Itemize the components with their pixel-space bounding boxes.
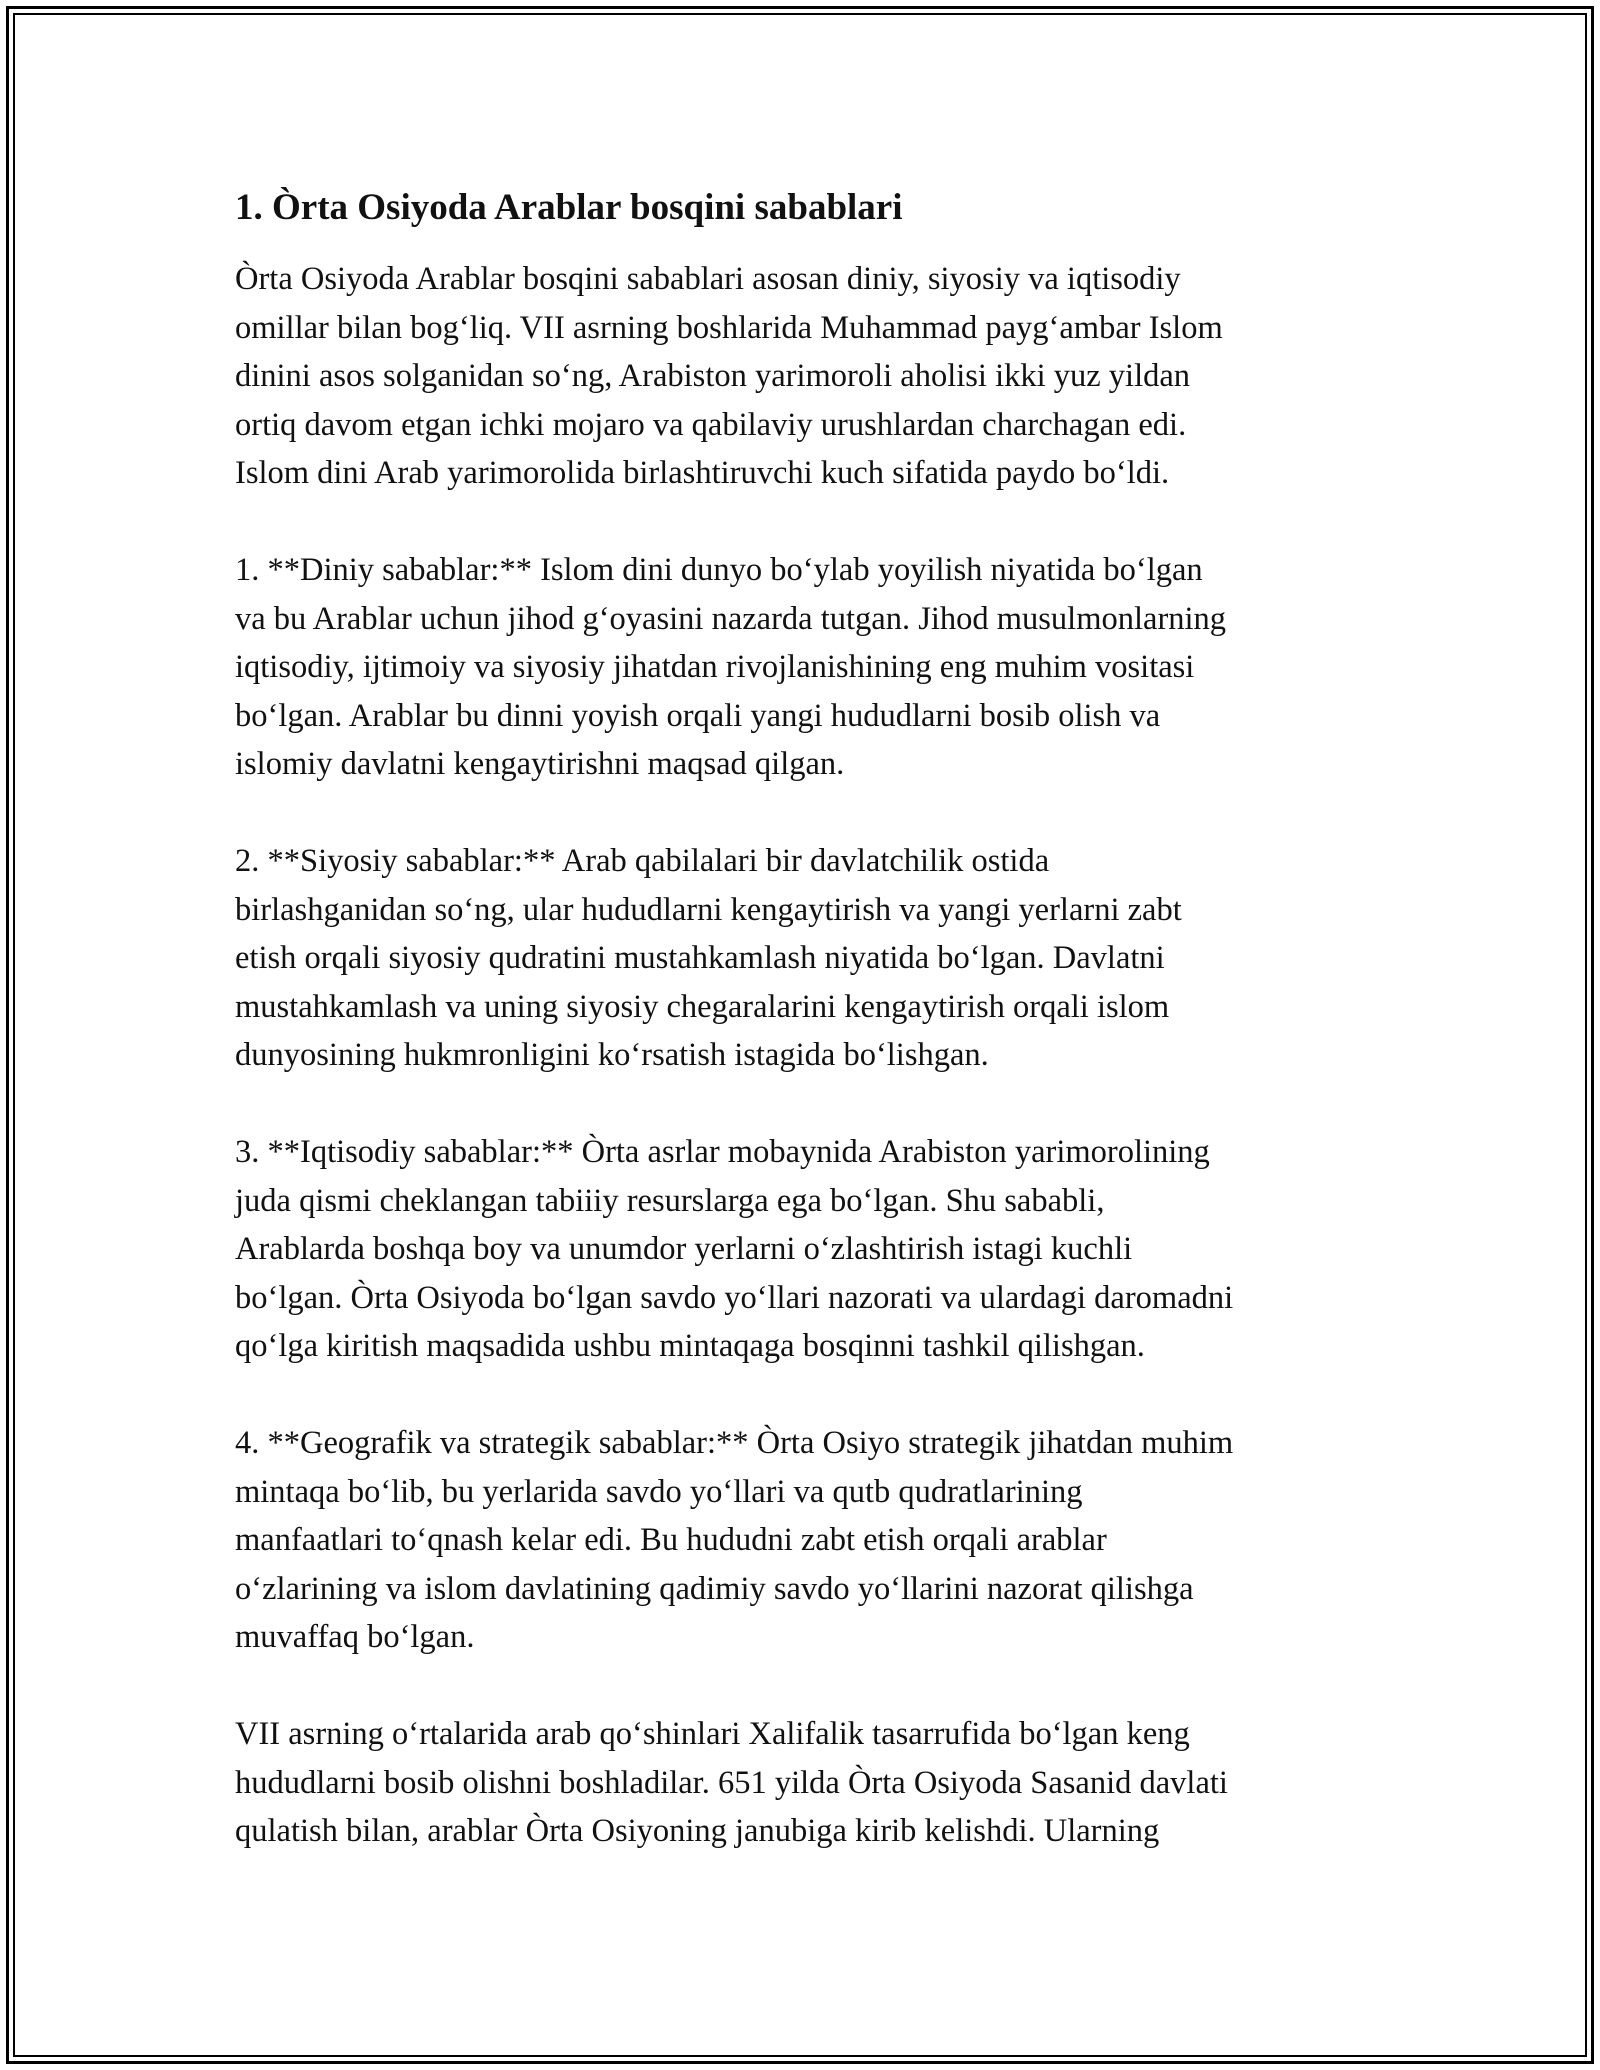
paragraph-religious-reasons: 1. **Diniy sabablar:** Islom dini dunyo bo‘ylab yoyilish niyatida bo‘lgan va bu Arablar uchun jihod g‘oyasini nazarda tutgan. Jihod musulmonlarning iqtisodiy, ijtimoiy va siyosiy jihatdan rivojlanishining eng muhim vositasi bo‘lgan. Arablar bu dinni yoyish orqali yangi hududlarni bosib olish va islomiy davlatni kengaytirishni maqsad qilgan. [235, 552, 1227, 782]
paragraph-geographic-reasons: 4. **Geografik va strategik sabablar:** Òrta Osiyo strategik jihatdan muhim mintaqa bo‘lib, bu yerlarida savdo yo‘llari va qutb qudratlarining manfaatlari to‘qnash kelar edi. Bu hududni zabt etish orqali arablar o‘zlarining va islom davlatining qadimiy savdo yo‘llarini nazorat qilishga muvaffaq bo‘lgan. [235, 1425, 1234, 1655]
paragraph-intro: Òrta Osiyoda Arablar bosqini sabablari asosan diniy, siyosiy va iqtisodiy omillar bilan bog‘liq. VII asrning boshlarida Muhammad payg‘ambar Islom dinini asos solganidan so‘ng, Arabiston yarimoroli aholisi ikki yuz yildan ortiq davom etgan ichki mojaro va qabilaviy urushlardan charchagan edi. Islom dini Arab yarimorolida birlashtiruvchi kuch sifatida paydo bo‘ldi. [235, 261, 1223, 491]
section-heading: 1. Òrta Osiyoda Arablar bosqini sabablari [235, 187, 903, 228]
paragraph-political-reasons: 2. **Siyosiy sabablar:** Arab qabilalari bir davlatchilik ostida birlashganidan so‘ng, ular hududlarni kengaytirish va yangi yerlarni zabt etish orqali siyosiy qudratini mustahkamlash niyatida bo‘lgan. Davlatni mustahkamlash va uning siyosiy chegaralarini kengaytirish orqali islom dunyosining hukmronligini ko‘rsatish istagida bo‘lishgan. [235, 843, 1182, 1073]
document-body [235, 185, 1385, 1904]
paragraph-conquest: VII asrning o‘rtalarida arab qo‘shinlari Xalifalik tasarrufida bo‘lgan keng hududlarni bosib olishni boshladilar. 651 yilda Òrta Osiyoda Sasanid davlati qulatish bilan, arablar Òrta Osiyoning janubiga kirib kelishdi. Ularning [235, 1716, 1228, 1849]
paragraph-economic-reasons: 3. **Iqtisodiy sabablar:** Òrta asrlar mobaynida Arabiston yarimorolining juda qismi cheklangan tabiiiy resurslarga ega bo‘lgan. Shu sababli, Arablarda boshqa boy va unumdor yerlarni o‘zlashtirish istagi kuchli bo‘lgan. Òrta Osiyoda bo‘lgan savdo yo‘llari nazorati va ulardagi daromadni qo‘lga kiritish maqsadida ushbu mintaqaga bosqinni tashkil qilishgan. [235, 1134, 1234, 1364]
